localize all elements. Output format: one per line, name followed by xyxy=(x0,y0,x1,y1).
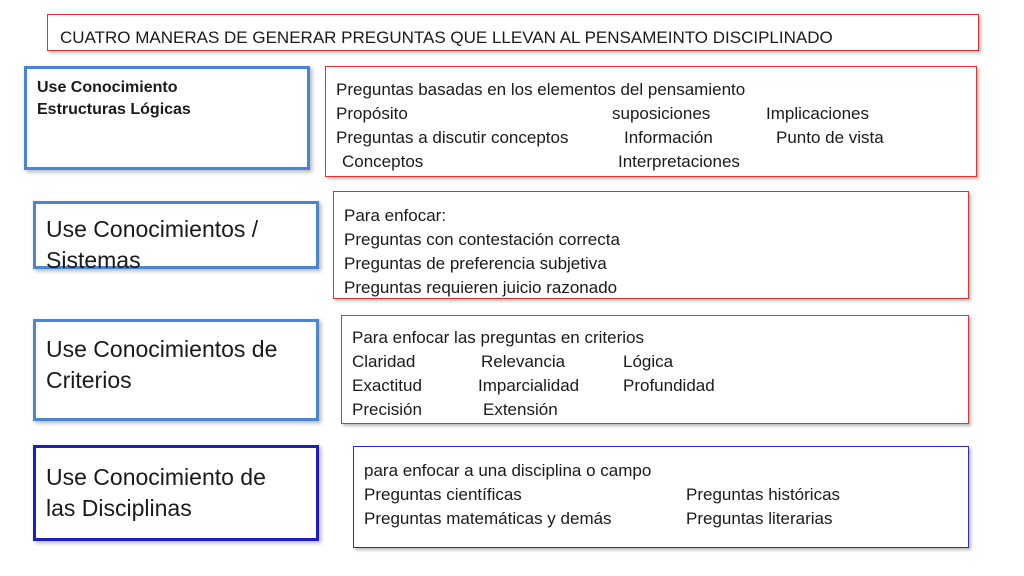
item-suposiciones: suposiciones xyxy=(612,104,711,123)
right-box-disciplinas xyxy=(353,446,969,548)
right-box-1-heading: Preguntas basadas en los elementos del pensamiento xyxy=(336,80,746,99)
right-box-2-line-1: Preguntas con contestación correcta xyxy=(344,230,620,249)
item-interpretaciones: Interpretaciones xyxy=(618,152,740,171)
left-box-4-line-2: las Disciplinas xyxy=(46,495,192,521)
right-box-4-row-2 xyxy=(364,507,958,531)
right-box-elementos xyxy=(325,66,977,177)
left-box-2-line-1: Use Conocimientos / xyxy=(46,216,259,242)
right-box-3-row-3 xyxy=(352,398,958,422)
item-extension: Extensión xyxy=(483,400,558,419)
item-imparcialidad: Imparcialidad xyxy=(478,376,580,395)
item-conceptos: Conceptos xyxy=(342,152,424,171)
left-box-2-line-2: Sistemas xyxy=(46,247,141,273)
item-claridad: Claridad xyxy=(352,352,416,371)
right-box-sistemas xyxy=(333,191,969,299)
item-preguntas-literarias: Preguntas literarias xyxy=(686,509,833,528)
item-precision: Precisión xyxy=(352,400,422,419)
item-preguntas-historicas: Preguntas históricas xyxy=(686,485,841,504)
right-box-2-line-2: Preguntas de preferencia subjetiva xyxy=(344,254,607,273)
item-punto-de-vista: Punto de vista xyxy=(776,128,884,147)
item-exactitud: Exactitud xyxy=(352,376,422,395)
left-box-4-line-1: Use Conocimiento de xyxy=(46,464,266,490)
left-box-estructuras xyxy=(24,66,310,170)
right-box-3-row-1 xyxy=(352,350,958,374)
left-box-3-line-1: Use Conocimientos de xyxy=(46,336,278,362)
item-implicaciones: Implicaciones xyxy=(766,104,869,123)
right-box-2-line-3: Preguntas requieren juicio razonado xyxy=(344,278,618,297)
right-box-criterios xyxy=(341,315,969,424)
left-box-sistemas xyxy=(33,201,319,273)
title-box xyxy=(47,14,979,51)
item-proposito: Propósito xyxy=(336,104,408,123)
left-box-1-line-2: Estructuras Lógicas xyxy=(37,101,191,118)
item-preguntas-conceptos: Preguntas a discutir conceptos xyxy=(336,128,569,147)
item-preguntas-matematicas: Preguntas matemáticas y demás xyxy=(364,509,612,528)
right-box-3-heading: Para enfocar las preguntas en criterios xyxy=(352,328,644,347)
item-relevancia: Relevancia xyxy=(481,352,566,371)
left-box-disciplinas xyxy=(33,445,319,541)
right-box-1-row-2 xyxy=(336,126,966,150)
right-box-2-heading: Para enfocar: xyxy=(344,206,447,225)
item-profundidad: Profundidad xyxy=(623,376,715,395)
right-box-1-row-1 xyxy=(336,102,966,126)
right-box-3-row-2 xyxy=(352,374,958,398)
left-box-3-line-2: Criterios xyxy=(46,367,132,393)
right-box-1-row-3 xyxy=(336,150,966,174)
left-box-1-line-1: Use Conocimiento xyxy=(37,79,178,96)
item-logica: Lógica xyxy=(623,352,674,371)
right-box-4-heading: para enfocar a una disciplina o campo xyxy=(364,461,652,480)
item-informacion: Información xyxy=(624,128,713,147)
item-preguntas-cientificas: Preguntas científicas xyxy=(364,485,522,504)
right-box-4-row-1 xyxy=(364,483,958,507)
slide-title: CUATRO MANERAS DE GENERAR PREGUNTAS QUE LLEVAN AL PENSAMEINTO DISCIPLINADO xyxy=(60,28,833,47)
left-box-criterios xyxy=(33,319,319,421)
